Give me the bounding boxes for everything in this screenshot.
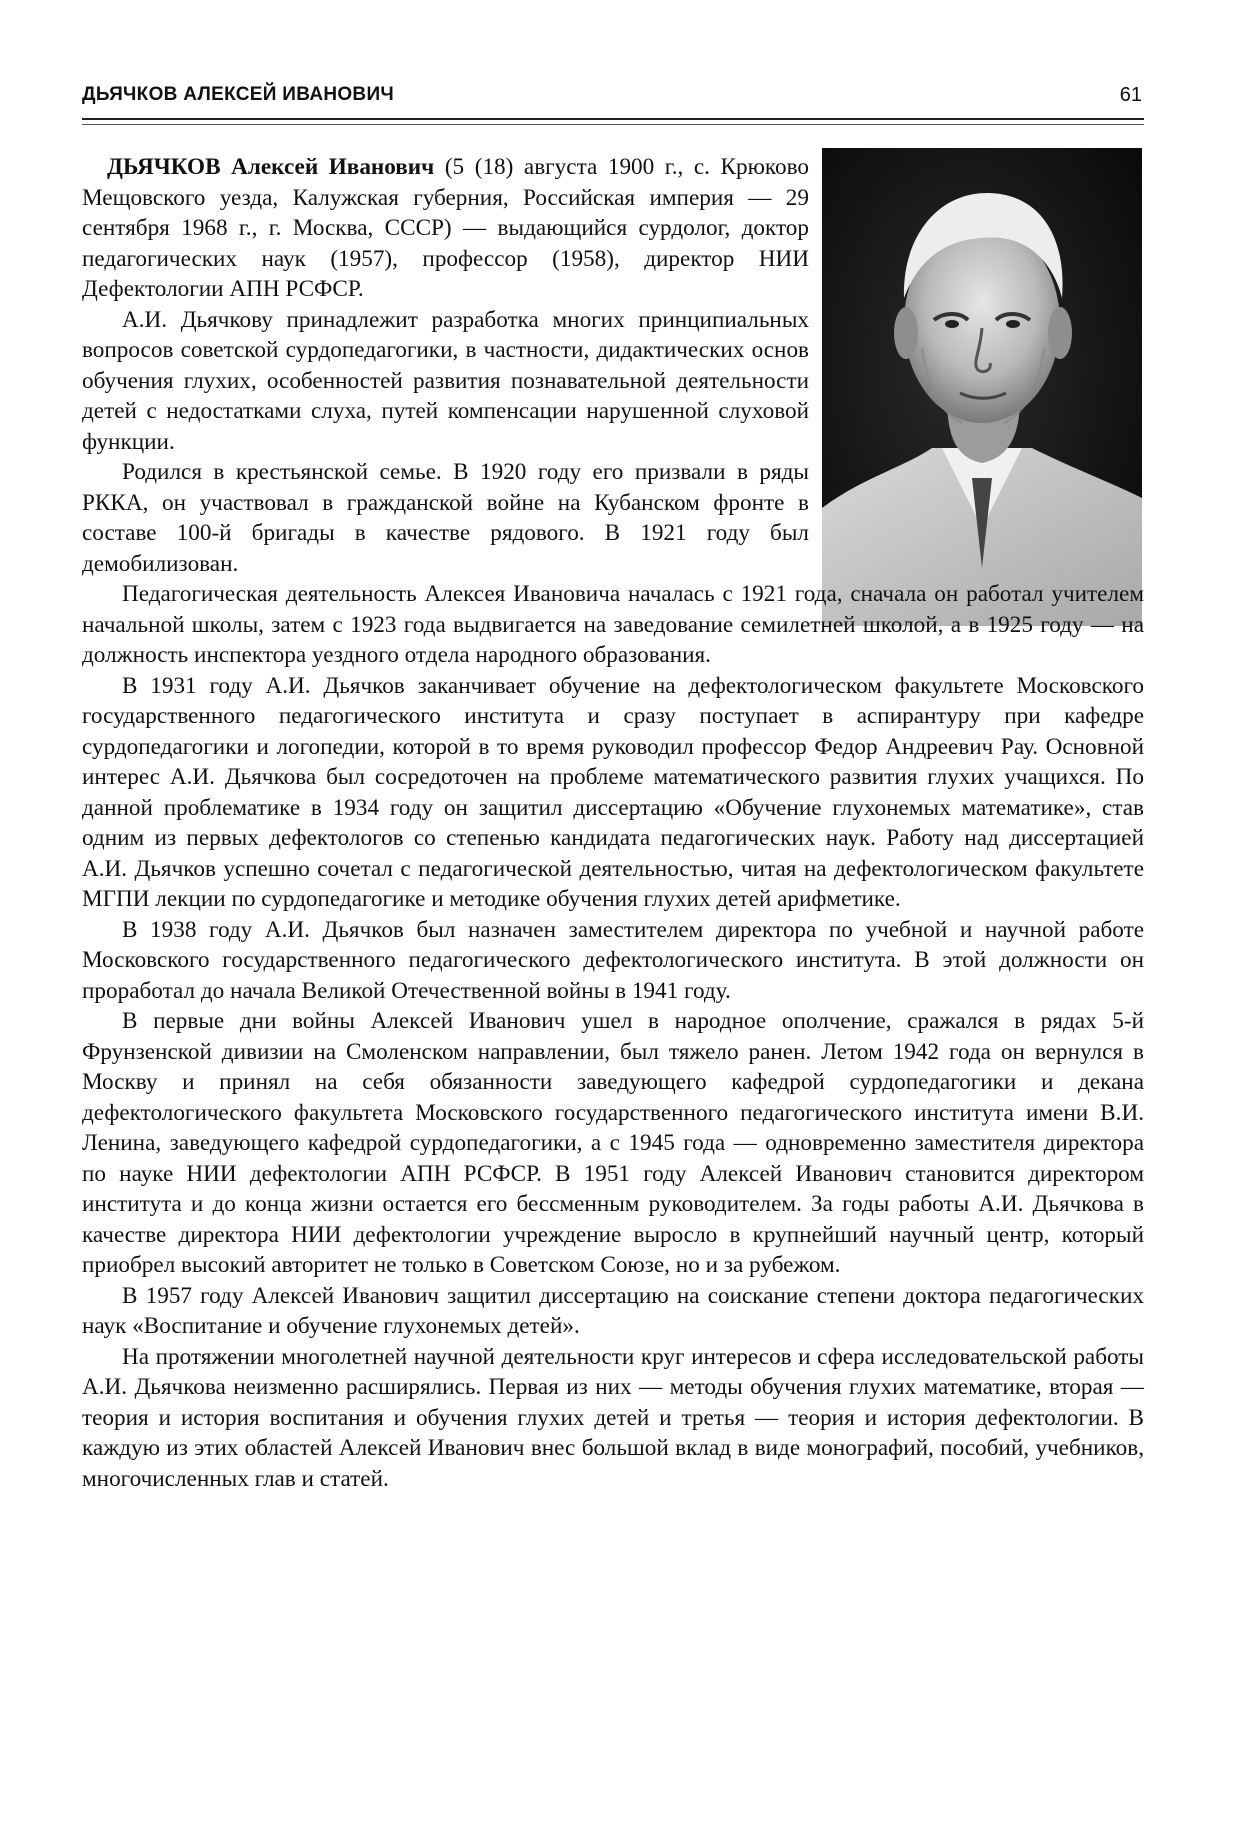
- paragraph-doctorate: В 1957 году Алексей Иванович защитил диссертацию на соискание степени доктора педагогических наук «Воспитание и обучение глухонемых детей».: [82, 1282, 1144, 1339]
- header-rule: [82, 118, 1144, 120]
- running-header: [82, 84, 1142, 112]
- article-body: [82, 152, 1144, 1494]
- paragraph-education: В 1931 году А.И. Дьячков заканчивает обучение на дефектологическом факультете Московского государственного педагогического института и сразу поступает в аспирантуру при кафедре сурдопедагогики и логопедии, которой в то время руководил профессор Федор Андреевич Рау. Основной интерес А.И. Дьячкова был сосредоточен на проблеме математического развития глухих учащихся. По данной проблематике в 1934 году он защитил диссертацию «Обучение глухонемых математике», став одним из первых дефектологов со степенью кандидата педагогических наук. Работу над диссертацией А.И. Дьячков успешно сочетал с педагогической деятельностью, читая на дефектологическом факультете МГПИ лекции по сурдопедагогике и методике обучения глухих детей арифметике.: [82, 672, 1144, 912]
- paragraph-pedagogical-career: Педагогическая деятельность Алексея Ивановича началась с 1921 года, сначала он работал учителем начальной школы, затем с 1923 года выдвигается на заведование семилетней школой, а в 1925 году — на должность инспектора уездного отдела народного образования.: [82, 581, 1144, 668]
- paragraph-deputy-director: В 1938 году А.И. Дьячков был назначен заместителем директора по учебной и научной работе Московского государственного педагогического дефектологического института. В этой должности он проработал до начала Великой Отечественной войны в 1941 году.: [82, 916, 1144, 1004]
- header-rule-thin: [82, 124, 1144, 125]
- paragraph-intro: [82, 152, 809, 305]
- text-beside-portrait: [82, 152, 1144, 579]
- running-title: ДЬЯЧКОВ АЛЕКСЕЙ ИВАНОВИЧ: [82, 84, 395, 105]
- paragraph-early-life: Родился в крестьянской семье. В 1920 году его призвали в ряды РККА, он участвовал в гражданской войне на Кубанском фронте в составе 100-й бригады в качестве рядового. В 1921 году был демобилизован.: [82, 459, 809, 577]
- paragraph-research-areas: На протяжении многолетней научной деятельности круг интересов и сфера исследовательской работы А.И. Дьячкова неизменно расширялись. Первая из них — методы обучения глухих математике, вторая — теория и история воспитания и обучения глухих детей и третья — теория и история дефектологии. В каждую из этих областей Алексей Иванович внес большой вклад в виде монографий, пособий, учебников, многочисленных глав и статей.: [82, 1343, 1144, 1492]
- person-name: ДЬЯЧКОВ Алексей Иванович: [107, 154, 435, 180]
- paragraph-war-years: В первые дни войны Алексей Иванович ушел в народное ополчение, сражался в рядах 5-й Фрунзенской дивизии на Смоленском направлении, был тяжело ранен. Летом 1942 года он вернулся в Москву и принял на себя обязанности заведующего кафедрой сурдопедагогики и декана дефектологического факультета Московского государственного педагогического института имени В.И. Ленина, заведующего кафедрой сурдопедагогики, а с 1945 года — одновременно заместителя директора по науке НИИ дефектологии АПН РСФСР. В 1951 году Алексей Иванович становится директором института и до конца жизни остается его бессменным руководителем. За годы работы А.И. Дьячкова в качестве директора НИИ дефектологии учреждение выросло в крупнейший научный центр, который приобрел высокий авторитет не только в Советском Союзе, но и за рубежом.: [82, 1008, 1144, 1278]
- paragraph-contribution: А.И. Дьячкову принадлежит разработка многих принципиальных вопросов советской сурдопедагогики, в частности, дидактических основ обучения глухих, особенностей развития познавательной деятельности детей с недостатками слуха, путей компенсации нарушенной слуховой функции.: [82, 306, 809, 455]
- page-number: 61: [1119, 84, 1142, 106]
- paragraph-intro-text: (5 (18) августа 1900 г., с. Крюково Мещовского уезда, Калужская губерния, Российская империя — 29 сентября 1968 г., г. Москва, СССР) — выдающийся сурдолог, доктор педагогических наук (1957), профессор (1958), директор НИИ Дефектологии АПН РСФСР.: [82, 154, 809, 302]
